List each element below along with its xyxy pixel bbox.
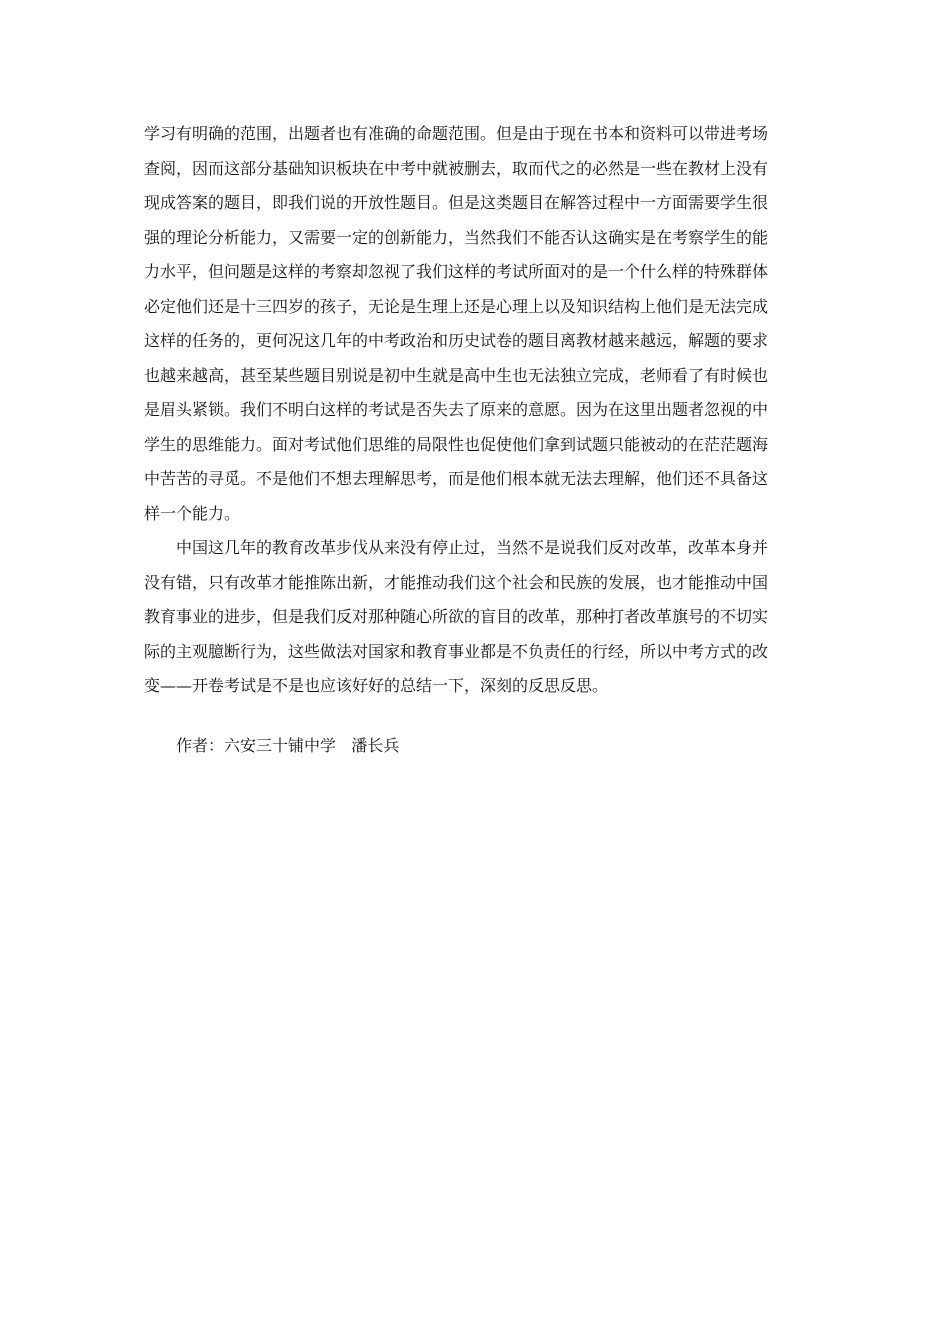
text-line: 必定他们还是十三四岁的孩子，无论是生理上还是心理上以及知识结构上他们是无法完成 (144, 296, 769, 316)
text-line: 教育事业的进步，但是我们反对那种随心所欲的盲目的改革，那种打者改革旗号的不切实 (144, 607, 769, 626)
text-line: 力水平，但问题是这样的考察却忽视了我们这样的考试所面对的是一个什么样的特殊群体 (144, 262, 769, 281)
text-line: 中国这几年的教育改革步伐从来没有停止过，当然不是说我们反对改革，改革本身并 (176, 538, 769, 557)
text-line: 中苦苦的寻觅。不是他们不想去理解思考，而是他们根本就无法去理解，他们还不具备这 (144, 469, 769, 488)
text-line: 样一个能力。 (144, 503, 241, 523)
article-body (144, 117, 809, 763)
text-line: 变——开卷考试是不是也应该好好的总结一下，深刻的反思反思。 (144, 676, 609, 695)
text-line: 学习有明确的范围，出题者也有准确的命题范围。但是由于现在书本和资料可以带进考场 (144, 124, 769, 143)
text-line: 这样的任务的，更何况这几年的中考政治和历史试卷的题目离教材越来越远，解题的要求 (144, 331, 769, 350)
paragraph-2 (144, 531, 809, 704)
text-line: 没有错，只有改革才能推陈出新，才能推动我们这个社会和民族的发展，也才能推动中国 (144, 572, 769, 592)
paragraph-1 (144, 117, 809, 531)
text-line: 也越来越高，甚至某些题目别说是初中生就是高中生也无法独立完成，老师看了有时候也 (144, 365, 769, 385)
text-line: 强的理论分析能力，又需要一定的创新能力，当然我们不能否认这确实是在考察学生的能 (144, 227, 769, 247)
text-line: 是眉头紧锁。我们不明白这样的考试是否失去了原来的意愿。因为在这里出题者忽视的中 (144, 400, 769, 419)
text-line: 学生的思维能力。面对考试他们思维的局限性也促使他们拿到试题只能被动的在茫茫题海 (144, 434, 769, 454)
author-line: 作者：六安三十铺中学 潘长兵 (176, 735, 400, 755)
text-line: 际的主观臆断行为，这些做法对国家和教育事业都是不负责任的行经，所以中考方式的改 (144, 641, 769, 661)
text-line: 现成答案的题目，即我们说的开放性题目。但是这类题目在解答过程中一方面需要学生很 (144, 193, 769, 212)
text-line: 查阅，因而这部分基础知识板块在中考中就被删去，取而代之的必然是一些在教材上没有 (144, 158, 769, 178)
